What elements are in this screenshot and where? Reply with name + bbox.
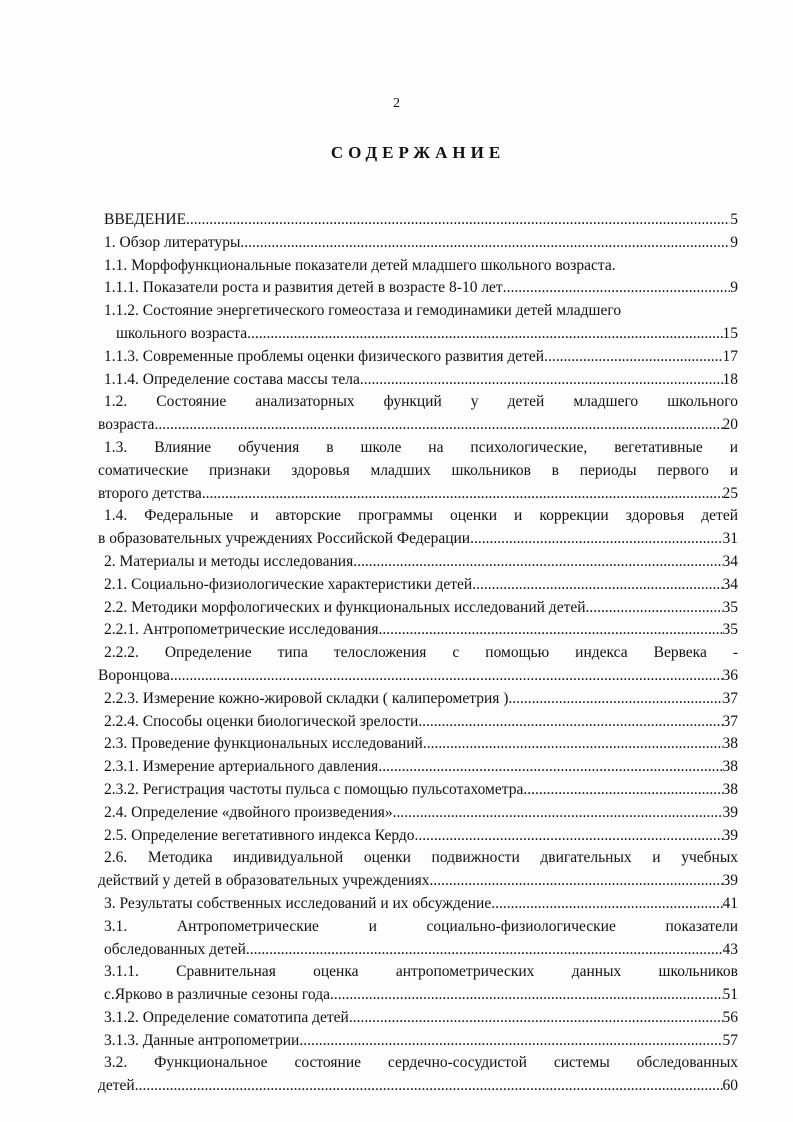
toc-entry <box>104 597 738 620</box>
toc-entry-line: 3.1. Антропометрические и социально-физиологические показатели <box>104 917 738 935</box>
toc-entry-page: 34 <box>722 575 738 593</box>
toc-entry-line: 1.1. Морфофункциональные показатели детей младшего школьного возраста. <box>104 256 616 274</box>
toc-entry-page: 18 <box>722 370 738 388</box>
dot-leader <box>503 277 731 300</box>
toc-item <box>98 779 738 802</box>
toc-entry-title: 3.1.2. Определение соматотипа детей <box>104 1008 349 1026</box>
toc-item <box>98 255 738 278</box>
toc-entry-line: 1.1.2. Состояние энергетического гомеостаза и гемодинамики детей младшего <box>104 302 622 320</box>
toc-item <box>98 619 738 642</box>
dot-leader <box>349 1007 723 1030</box>
toc-entry-title: действий у детей в образовательных учреждениях <box>98 872 430 890</box>
toc-entry-title: 2.2.4. Способы оценки биологической зрелости <box>104 712 419 730</box>
dot-leader <box>586 597 723 620</box>
toc-entry <box>104 711 738 734</box>
toc-entry <box>104 984 738 1007</box>
toc-item <box>98 597 738 620</box>
toc-entry-line: 2.6. Методика индивидуальной оценки подвижности двигательных и учебных <box>104 849 738 867</box>
dot-leader <box>544 346 722 369</box>
toc-entry <box>116 323 738 346</box>
toc-entry <box>98 870 738 893</box>
toc-entry <box>104 277 738 300</box>
toc-entry-title: ВВЕДЕНИЕ <box>104 211 187 228</box>
toc-entry <box>104 756 738 779</box>
toc-entry-page: 60 <box>722 1077 738 1095</box>
toc-entry-page: 38 <box>722 758 738 776</box>
dot-leader <box>330 984 723 1007</box>
toc-entry-page: 35 <box>722 621 738 639</box>
toc-item <box>98 802 738 825</box>
toc-item <box>98 505 738 528</box>
page-title: СОДЕРЖАНИЕ <box>330 143 506 162</box>
dot-leader <box>472 574 722 597</box>
toc-entry-title: 2.1. Социально-физиологические характеристики детей <box>104 575 473 593</box>
toc-entry-line: 1.4. Федеральные и авторские программы оценки и коррекции здоровья детей <box>104 507 738 525</box>
toc-item <box>98 232 738 255</box>
dot-leader <box>353 551 722 574</box>
toc-entry-page: 51 <box>722 986 738 1004</box>
toc-entry <box>98 414 738 437</box>
toc-entry <box>98 1075 738 1098</box>
toc-entry-line: 3.2. Функциональное состояние сердечно-сосудистой системы обследованных <box>104 1054 738 1072</box>
toc-entry-page: 35 <box>722 598 738 616</box>
toc-entry <box>104 1007 738 1030</box>
toc-entry-title: Воронцова <box>98 666 170 684</box>
toc-entry <box>104 209 738 232</box>
toc-entry-page: 5 <box>730 211 738 228</box>
toc-entry-page: 41 <box>722 894 738 912</box>
toc-entry-title: 1.1.1. Показатели роста и развития детей в возрасте 8-10 лет <box>104 279 503 297</box>
toc-item <box>98 528 738 551</box>
toc-entry <box>104 551 738 574</box>
toc-item <box>98 460 738 483</box>
dot-leader <box>246 939 723 962</box>
toc-entry <box>98 665 738 688</box>
dot-leader <box>170 665 723 688</box>
toc-entry-page: 17 <box>722 347 738 365</box>
toc-entry-title: 2.2.1. Антропометрические исследования <box>104 621 379 639</box>
toc-entry-page: 38 <box>722 780 738 798</box>
toc-item <box>98 391 738 414</box>
dot-leader <box>523 779 722 802</box>
toc-entry-line: 3.1.1. Сравнительная оценка антропометрических данных школьников <box>104 963 738 981</box>
toc-entry-title: школьного возраста <box>116 324 248 342</box>
dot-leader <box>240 232 730 255</box>
toc-item <box>98 711 738 734</box>
toc-item <box>98 984 738 1007</box>
dot-leader <box>378 756 722 779</box>
toc-entry <box>98 483 738 506</box>
toc-entry-page: 34 <box>722 552 738 570</box>
toc-item <box>98 847 738 870</box>
toc-entry-page: 25 <box>722 484 738 502</box>
toc-entry-title: 2. Материалы и методы исследования <box>104 552 354 570</box>
toc-item <box>98 961 738 984</box>
toc-entry-title: 1.1.4. Определение состава массы тела <box>104 370 360 388</box>
toc-entry-line: 1.2. Состояние анализаторных функций у детей младшего школьного <box>104 393 738 411</box>
toc-entry-page: 39 <box>722 803 738 821</box>
toc-entry <box>104 232 738 255</box>
dot-leader <box>508 688 722 711</box>
toc-entry-title: 2.2. Методики морфологических и функциональных исследований детей <box>104 598 586 616</box>
toc-item <box>98 437 738 460</box>
toc-item <box>98 1075 738 1098</box>
toc-entry <box>104 733 738 756</box>
toc-entry-title: 2.5. Определение вегетативного индекса Кердо <box>104 826 415 844</box>
toc-entry-title: в образовательных учреждениях Российской Федерации <box>98 530 471 548</box>
toc-entry-title: 1. Обзор литературы <box>104 233 241 251</box>
toc-entry-title: второго детства <box>98 484 202 502</box>
toc-entry-page: 38 <box>722 735 738 753</box>
toc-entry-line: 2.2.2. Определение типа телосложения с помощью индекса Вервека - <box>104 644 738 662</box>
dot-leader <box>418 711 722 734</box>
toc-item <box>98 870 738 893</box>
toc-entry-page: 37 <box>722 689 738 707</box>
toc-entry <box>104 1030 738 1053</box>
toc-entry-page: 39 <box>722 826 738 844</box>
toc-item <box>98 688 738 711</box>
toc-entry-title: с.Ярково в различные сезоны года <box>104 986 330 1004</box>
toc-entry-page: 15 <box>722 324 738 342</box>
toc-item <box>98 369 738 392</box>
toc-entry <box>104 779 738 802</box>
toc-item <box>98 551 738 574</box>
toc-item <box>98 346 738 369</box>
toc-entry <box>104 893 738 916</box>
toc-item <box>98 1007 738 1030</box>
toc-item <box>98 642 738 665</box>
dot-leader <box>393 802 723 825</box>
toc-entry <box>104 574 738 597</box>
toc-entry-title: 2.3.1. Измерение артериального давления <box>104 758 379 776</box>
dot-leader <box>491 893 722 916</box>
toc-entry-page: 9 <box>730 279 738 297</box>
toc-entry-title: 2.4. Определение «двойного произведения» <box>104 803 393 821</box>
toc-entry-page: 36 <box>722 666 738 684</box>
toc-item <box>98 414 738 437</box>
toc-entry-line: соматические признаки здоровья младших школьников в периоды первого и <box>98 461 738 479</box>
dot-leader <box>135 1075 723 1098</box>
toc-entry-page: 9 <box>730 233 738 251</box>
toc-entry <box>104 369 738 392</box>
toc-entry-title: 1.1.3. Современные проблемы оценки физического развития детей <box>104 347 545 365</box>
toc-entry-page: 37 <box>722 712 738 730</box>
table-of-contents <box>98 209 738 1098</box>
dot-leader <box>429 870 722 893</box>
toc-entry <box>104 619 738 642</box>
toc-entry <box>98 528 738 551</box>
toc-item <box>98 825 738 848</box>
toc-item <box>98 574 738 597</box>
toc-entry-page: 20 <box>722 416 738 434</box>
toc-entry <box>104 688 738 711</box>
toc-item <box>98 1052 738 1075</box>
dot-leader <box>470 528 722 551</box>
toc-entry <box>104 802 738 825</box>
dot-leader <box>186 209 730 232</box>
toc-entry-title: 2.3.2. Регистрация частоты пульса с помощью пульсотахометра <box>104 780 524 798</box>
toc-entry-title: возраста <box>98 416 155 434</box>
toc-entry-title: обследованных детей <box>104 940 246 958</box>
dot-leader <box>299 1030 722 1053</box>
toc-entry-page: 43 <box>722 940 738 958</box>
toc-entry-title: 3.1.3. Данные антропометрии <box>104 1031 300 1049</box>
toc-entry-page: 57 <box>722 1031 738 1049</box>
dot-leader <box>423 733 723 756</box>
toc-entry-page: 56 <box>722 1008 738 1026</box>
toc-item <box>98 300 738 323</box>
toc-item <box>98 939 738 962</box>
toc-item <box>98 916 738 939</box>
toc-entry-page: 31 <box>722 530 738 548</box>
toc-entry-title: 3. Результаты собственных исследований и их обсуждение <box>104 894 492 912</box>
toc-item <box>98 665 738 688</box>
toc-item <box>98 1030 738 1053</box>
toc-item <box>98 893 738 916</box>
toc-entry <box>104 939 738 962</box>
toc-entry-title: детей <box>98 1077 135 1095</box>
toc-item <box>98 733 738 756</box>
toc-item <box>98 323 738 346</box>
toc-entry <box>104 825 738 848</box>
dot-leader <box>154 414 722 437</box>
page-number: 2 <box>393 96 400 111</box>
toc-item <box>98 756 738 779</box>
toc-entry <box>104 346 738 369</box>
dot-leader <box>360 369 723 392</box>
dot-leader <box>378 619 722 642</box>
toc-entry-line: 1.3. Влияние обучения в школе на психологические, вегетативные и <box>104 438 738 456</box>
toc-entry-title: 2.3. Проведение функциональных исследований <box>104 735 423 753</box>
dot-leader <box>202 483 723 506</box>
dot-leader <box>415 825 723 848</box>
toc-item <box>98 277 738 300</box>
toc-item <box>98 483 738 506</box>
toc-item <box>98 209 738 232</box>
dot-leader <box>247 323 722 346</box>
toc-entry-title: 2.2.3. Измерение кожно-жировой складки ( калиперометрия ) <box>104 689 509 707</box>
toc-entry-page: 39 <box>722 872 738 890</box>
